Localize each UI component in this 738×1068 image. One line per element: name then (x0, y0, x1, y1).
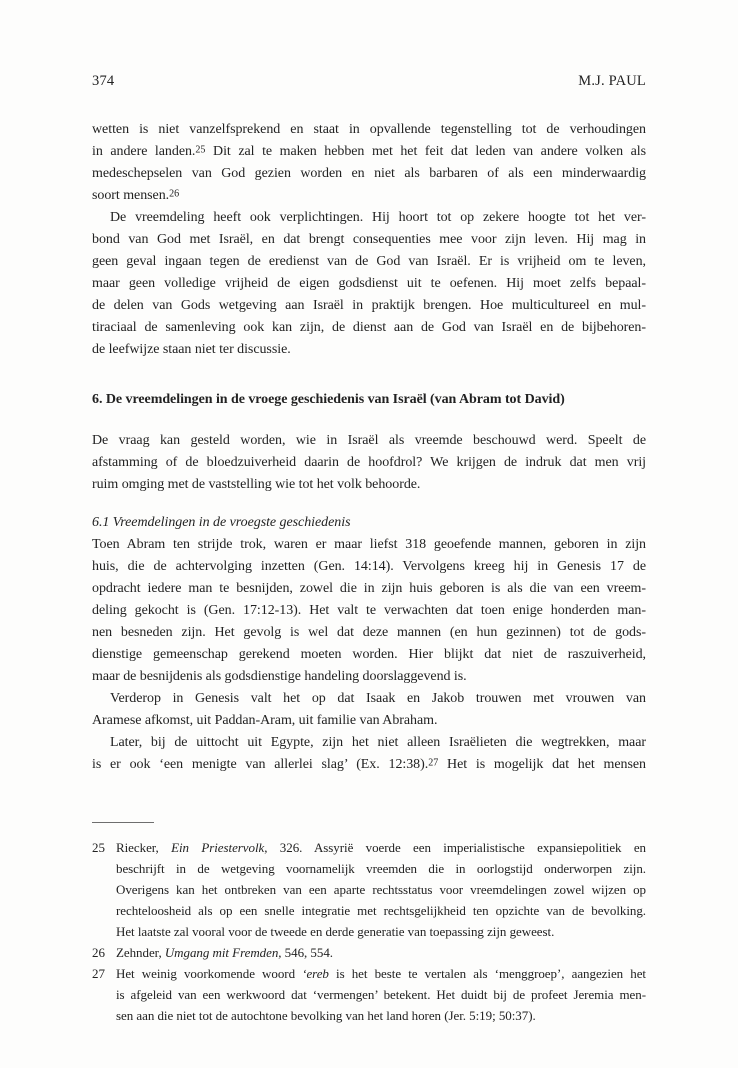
text-line: sen aan die niet tot de autochtone bevolking van het land horen (Jer. 5:19; 50:37). (116, 1008, 536, 1023)
running-head-author: M.J. PAUL (578, 73, 646, 89)
text-line: Later, bij de uittocht uit Egypte, zijn het niet alleen Israëlieten die wegtrekken, maar (110, 735, 646, 750)
text-line: Zehnder, Umgang mit Fremden, 546, 554. (116, 945, 333, 960)
text-line: beschrijft in de wetgeving voornamelijk vreemden die in oorlogstijd onderworpen zijn. (116, 861, 646, 876)
paragraph (92, 688, 646, 732)
footnote-separator (92, 822, 154, 823)
text-line: huis, die de achtervolging inzetten (Gen. 14:14). Vervolgens kreeg hij in Genesis 17 de (92, 559, 646, 574)
text-line: medeschepselen van God gezien worden en niet als barbaren of als een minderwaardig (92, 166, 646, 181)
text-line: De vreemdeling heeft ook verplichtingen. Hij hoort tot op zekere hoogte tot het ver- (110, 210, 646, 225)
text-line: Riecker, Ein Priestervolk, 326. Assyrië voerde een imperialistische expansiepolitiek en (116, 840, 647, 855)
text-line: Toen Abram ten strijde trok, waren er maar liefst 318 geoefende mannen, geboren in zijn (92, 537, 646, 552)
text-line: De vraag kan gesteld worden, wie in Israël als vreemde beschouwd werd. Speelt de (92, 433, 646, 448)
paragraph (92, 207, 646, 361)
text-line: in andere landen.$^{25}$ Dit zal te maken hebben met het feit dat leden van andere volken als (92, 144, 646, 159)
text-line: ruim omging met de vaststelling wie tot het volk behoorde. (92, 477, 421, 492)
footnote-number: 25 (92, 840, 105, 855)
text-line: geen geval ingaan tegen de eredienst van de God van Israël. Er is vrijheid om te leven, (92, 254, 646, 269)
text-line: Overigens kan het ontbreken van een aparte rechtsstatus voor vreemdelingen zowel wijzen op (116, 882, 646, 897)
paragraph (92, 430, 646, 496)
body-text (92, 119, 646, 776)
paragraph (92, 119, 646, 207)
footnote (92, 942, 646, 963)
text-line: rechteloosheid als op een snelle integratie met rechtsgelijkheid ten opzichte van de bevolking. (116, 903, 646, 918)
page-number: 374 (92, 73, 115, 89)
text-line: wetten is niet vanzelfsprekend en staat in opvallende tegenstelling tot de verhoudingen (92, 122, 646, 137)
text-line: Aramese afkomst, uit Paddan-Aram, uit familie van Abraham. (92, 713, 438, 728)
text-line: soort mensen.$^{26}$ (92, 188, 180, 203)
text-line: nen besneden zijn. Het gevolg is wel dat deze mannen (en hun gezinnen) tot de gods- (92, 625, 646, 640)
text-line: is afgeleid van een werkwoord dat ‘vermengen’ betekent. Het duidt bij de profeet Jeremia men- (116, 987, 646, 1002)
text-line: bond van God met Israël, en dat brengt consequenties mee voor zijn leven. Hij mag in (92, 232, 646, 247)
footnote-text (116, 963, 646, 1026)
text-line: deling gekocht is (Gen. 17:12-13). Het valt te verwachten dat toen enige honderden man- (92, 603, 646, 618)
section-heading: 6. De vreemdelingen in de vroege geschiedenis van Israël (van Abram tot David) (92, 392, 565, 407)
subsection-heading: 6.1 Vreemdelingen in de vroegste geschiedenis (92, 515, 351, 530)
text-line: opdracht iedere man te besnijden, zowel die in zijn huis geboren is als die van een vreem- (92, 581, 646, 596)
text-line: tiraciaal de samenleving ook kan zijn, de dienst aan de God van Israël en de bijbehoren- (92, 320, 646, 335)
italic-text: ‘ereb (302, 966, 329, 981)
text-line: de leefwijze staan niet ter discussie. (92, 342, 291, 357)
footnote-number: 27 (92, 966, 105, 981)
footnotes-section (92, 822, 646, 1026)
paragraph (92, 534, 646, 688)
text-line: Het weinig voorkomende woord ‘ereb is het beste te vertalen als ‘menggroep’, aangezien het (116, 966, 646, 981)
italic-text: Ein Priestervolk (171, 840, 265, 855)
text-line: Verderop in Genesis valt het op dat Isaak en Jakob trouwen met vrouwen van (110, 691, 646, 706)
footnote-ref: 25 (195, 144, 206, 156)
text-line: maar geen volledige vrijheid de eigen godsdienst uit te oefenen. Hij moet zelfs bepaal- (92, 276, 646, 291)
text-line: afstamming of de bloedzuiverheid daarin de hoofdrol? We krijgen de indruk dat men vrij (92, 455, 646, 470)
running-head (92, 70, 646, 92)
text-line: Het laatste zal vooral voor de tweede en derde generatie van toepassing zijn geweest. (116, 924, 555, 939)
text-line: maar de besnijdenis als godsdienstige handeling doorslaggevend is. (92, 669, 467, 684)
text-line: dienstige gemeenschap gerekend moeten worden. Hier blijkt dat niet de raszuiverheid, (92, 647, 646, 662)
text-line: is er ook ‘een menigte van allerlei slag’ (Ex. 12:38).$^{27}$ Het is mogelijk dat het mensen (92, 757, 647, 772)
footnote-number: 26 (92, 945, 105, 960)
footnote (92, 837, 646, 942)
footnote-ref: 27 (428, 757, 439, 769)
italic-text: Umgang mit Fremden, (164, 945, 282, 960)
footnote (92, 963, 646, 1026)
footnote-text (116, 942, 646, 963)
footnote-list (92, 837, 646, 1026)
paragraph (92, 732, 646, 776)
footnote-text (116, 837, 646, 942)
footnote-ref: 26 (169, 188, 180, 200)
text-line: de delen van Gods wetgeving aan Israël in praktijk brengen. Hoe multicultureel en mul- (92, 298, 646, 313)
